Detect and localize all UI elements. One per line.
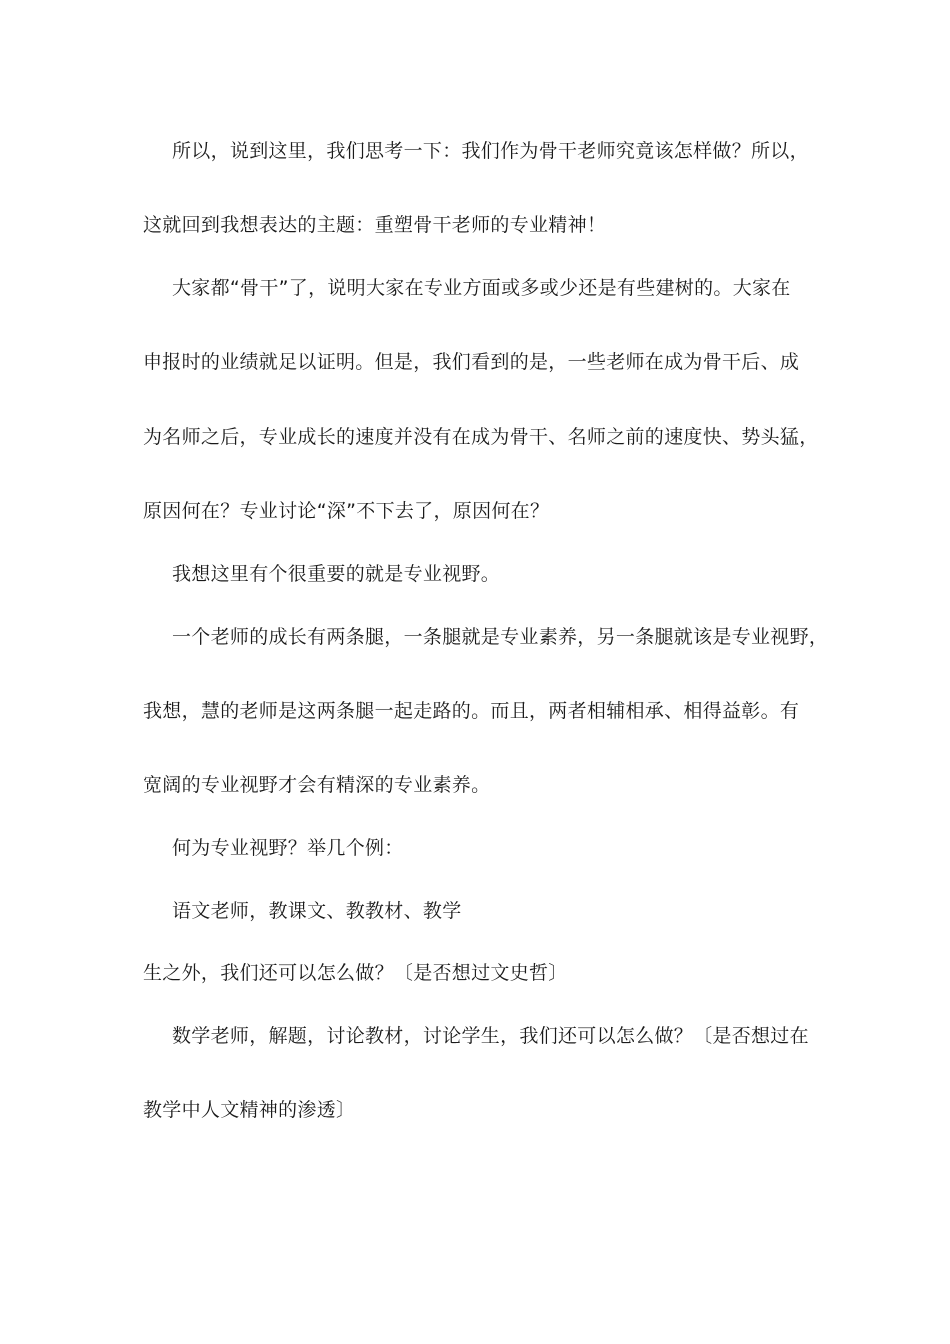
paragraph-line: 大家都“骨干”了，说明大家在专业方面或多或少还是有些建树的。大家在 xyxy=(172,277,791,299)
paragraph-line: 为名师之后，专业成长的速度并没有在成为骨干、名师之前的速度快、势头猛， xyxy=(143,426,819,448)
paragraph-line: 一个老师的成长有两条腿，一条腿就是专业素养，另一条腿就该是专业视野， xyxy=(172,626,829,648)
paragraph-line: 所以，说到这里，我们思考一下：我们作为骨干老师究竟该怎样做？所以， xyxy=(172,140,809,162)
paragraph-line: 教学中人文精神的渗透〕 xyxy=(143,1099,356,1121)
paragraph-line: 我想这里有个很重要的就是专业视野。 xyxy=(172,563,501,585)
paragraph-line: 原因何在？专业讨论“深”不下去了，原因何在？ xyxy=(143,500,550,522)
paragraph-line: 我想，慧的老师是这两条腿一起走路的。而且，两者相辅相承、相得益彰。有 xyxy=(143,700,800,722)
paragraph-line: 宽阔的专业视野才会有精深的专业素养。 xyxy=(143,774,491,796)
paragraph-line: 生之外，我们还可以怎么做？〔是否想过文史哲〕 xyxy=(143,962,568,984)
paragraph-line: 语文老师，教课文、教教材、教学 xyxy=(172,900,462,922)
paragraph-line: 申报时的业绩就足以证明。但是，我们看到的是，一些老师在成为骨干后、成 xyxy=(143,351,800,373)
paragraph-line: 数学老师，解题，讨论教材，讨论学生，我们还可以怎么做？〔是否想过在 xyxy=(172,1025,809,1047)
paragraph-line: 这就回到我想表达的主题：重塑骨干老师的专业精神！ xyxy=(143,214,607,236)
paragraph-line: 何为专业视野？举几个例： xyxy=(172,837,404,859)
